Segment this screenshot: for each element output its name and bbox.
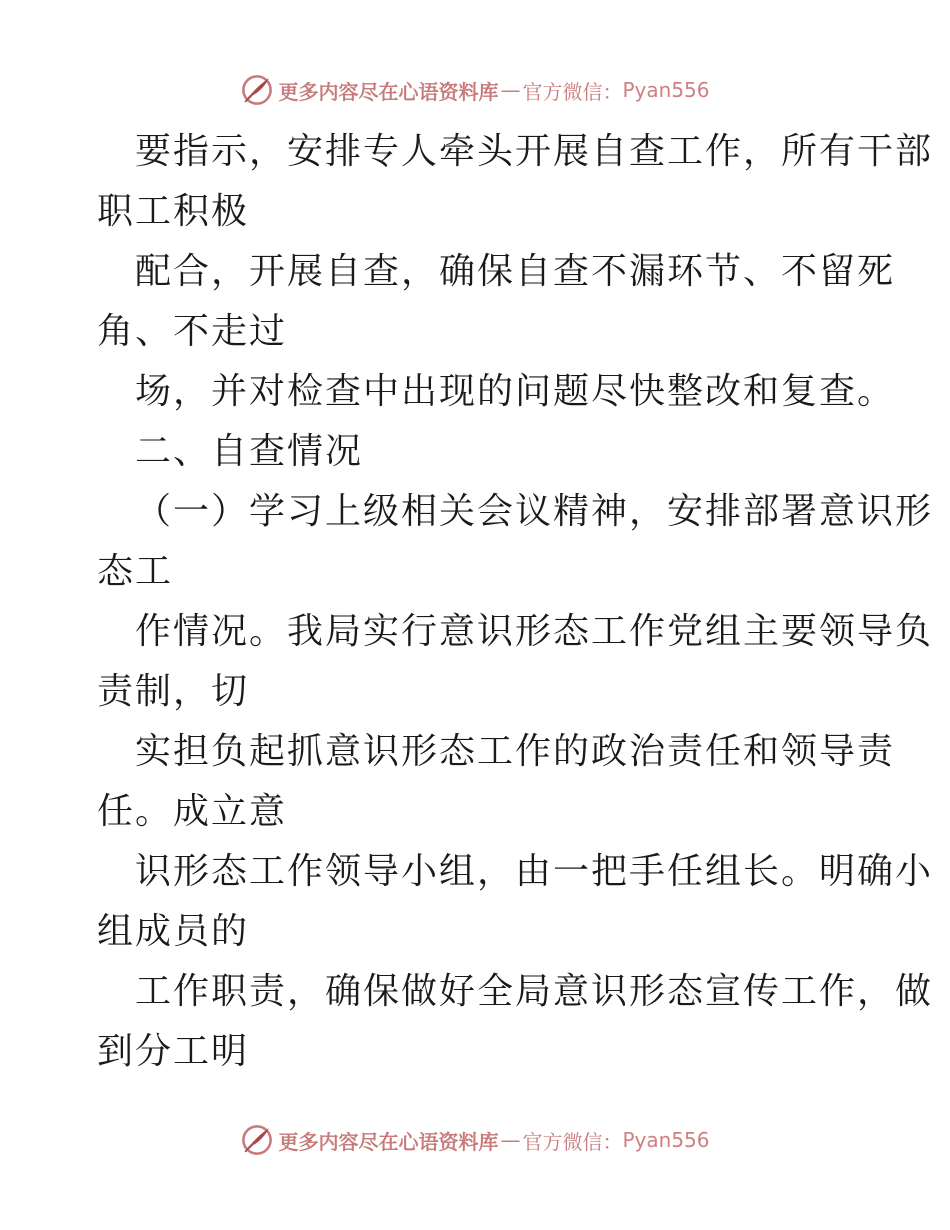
watermark-wechat-id: Pyan556 [622,1128,710,1152]
text-line: （一）学习上级相关会议精神，安排部署意识形 [135,491,934,532]
text-line: 职工积极 [97,191,250,232]
text-line: 实担负起抓意识形态工作的政治责任和领导责 [135,731,896,772]
watermark-wechat-label: 官方微信： [522,79,623,104]
text-line: 识形态工作领导小组，由一把手任组长。明确小 [135,851,934,892]
text-line: 配合，开展自查，确保自查不漏环节、不留死 [135,251,896,292]
text-line: 角、不走过 [97,311,288,352]
text-line: 场，并对检查中出现的问题尽快整改和复查。 [135,371,896,412]
text-line: 态工 [97,551,174,592]
text-line: 工作职责，确保做好全局意识形态宣传工作，做 [135,971,934,1012]
document-body [97,122,934,1082]
header-watermark [0,70,950,110]
text-line: 责制，切 [97,671,250,712]
watermark-wechat-label: 官方微信： [522,1129,623,1154]
watermark-wechat-id: Pyan556 [622,78,710,102]
text-line: 到分工明 [97,1031,250,1072]
watermark-brand-text: 更多内容尽在心语资料库 [278,79,499,104]
section-heading: 二、自查情况 [135,431,364,472]
watermark-brand-text: 更多内容尽在心语资料库 [278,1129,499,1154]
quill-pen-logo-icon [240,73,274,107]
text-line: 任。成立意 [97,791,288,832]
watermark-separator: — [500,1128,521,1152]
footer-watermark [0,1120,950,1160]
text-line: 要指示，安排专人牵头开展自查工作，所有干部 [135,131,934,172]
text-line: 作情况。我局实行意识形态工作党组主要领导负 [135,611,934,652]
quill-pen-logo-icon [240,1123,274,1157]
watermark-separator: — [500,78,521,102]
text-line: 组成员的 [97,911,250,952]
